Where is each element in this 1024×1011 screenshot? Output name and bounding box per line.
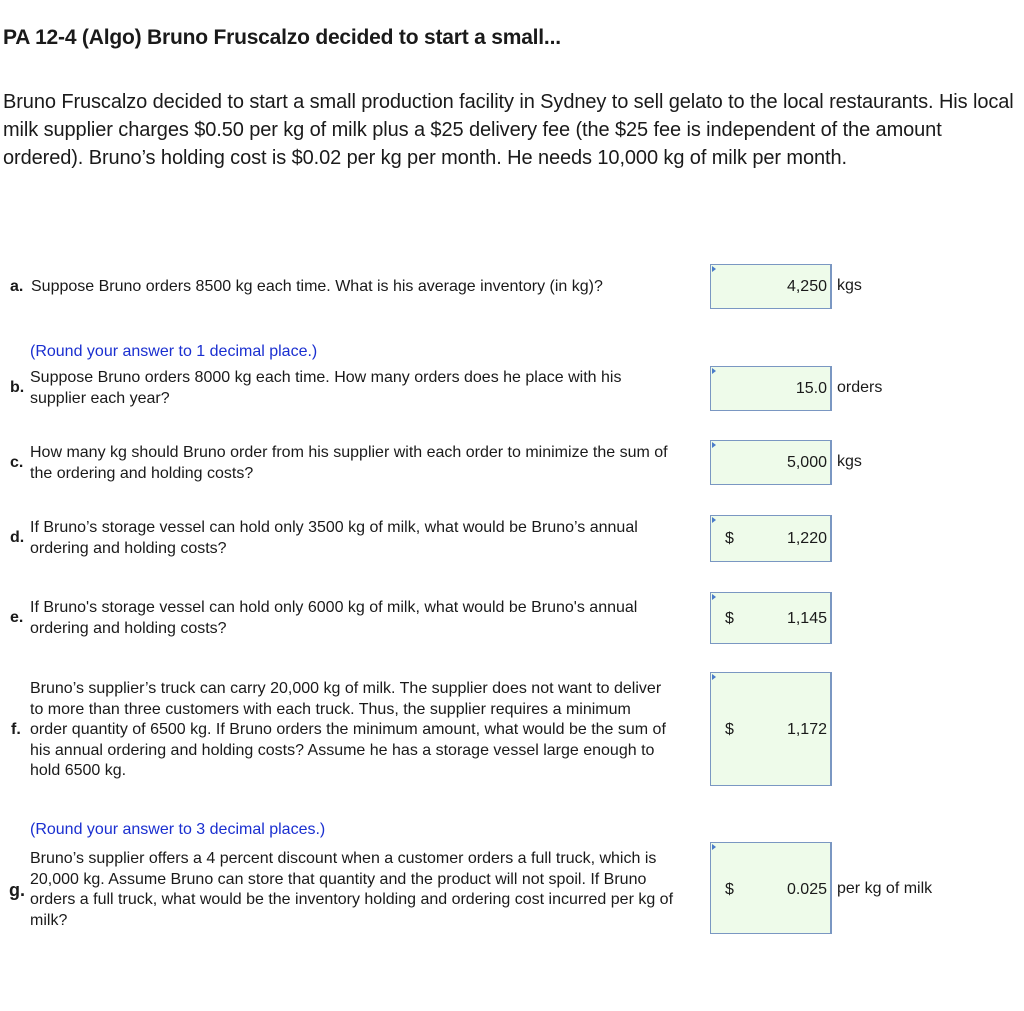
answer-field-g[interactable] <box>710 842 832 934</box>
answer-field-a[interactable] <box>710 264 832 309</box>
answer-value: 0.025 <box>786 881 827 898</box>
question-g <box>0 820 700 932</box>
currency-symbol: $ <box>725 530 734 547</box>
currency-symbol: $ <box>725 721 734 738</box>
question-text: If Bruno's storage vessel can hold only 6000 kg of milk, what would be Bruno's annual ordering and holding costs? <box>30 599 638 637</box>
question-text: How many kg should Bruno order from his supplier with each order to minimize the sum of the ordering and holding costs? <box>30 444 668 482</box>
answer-value: 5,000 <box>786 454 827 471</box>
answer-unit: per kg of milk <box>837 880 933 897</box>
answer-field-f[interactable] <box>710 672 832 786</box>
question-c <box>0 443 700 487</box>
flag-icon <box>712 594 716 600</box>
answer-unit: orders <box>837 379 883 396</box>
question-text: If Bruno’s storage vessel can hold only 3500 kg of milk, what would be Bruno’s annual ordering and holding costs? <box>30 519 638 557</box>
answer-field-b[interactable] <box>710 366 832 411</box>
question-letter: e. <box>10 609 24 626</box>
answer-field-d[interactable] <box>710 515 832 562</box>
question-f <box>0 679 700 783</box>
question-a <box>0 277 700 299</box>
answer-value: 1,220 <box>786 530 827 547</box>
flag-icon <box>712 368 716 374</box>
answer-unit: kgs <box>837 277 862 294</box>
answer-unit: kgs <box>837 453 862 470</box>
flag-icon <box>712 674 716 680</box>
question-e <box>0 598 700 642</box>
question-letter: b. <box>10 379 25 396</box>
question-text: Bruno’s supplier’s truck can carry 20,000 kg of milk. The supplier does not want to deliver to more than three customers with each truck. Thus, the supplier requires a minimum order quantity of 6500 kg. If Bruno orders the minimum amount, what would be the sum of his annual ordering and holding costs? Assume he has a storage vessel large enough to hold 6500 kg. <box>30 680 666 779</box>
question-letter: a. <box>10 278 24 295</box>
page-title: PA 12-4 (Algo) Bruno Fruscalzo decided to start a small... <box>3 26 561 49</box>
flag-icon <box>712 266 716 272</box>
question-d <box>0 518 700 562</box>
answer-value: 1,145 <box>786 610 827 627</box>
answer-field-c[interactable] <box>710 440 832 485</box>
currency-symbol: $ <box>725 610 734 627</box>
question-letter: c. <box>10 454 24 471</box>
flag-icon <box>712 844 716 850</box>
answer-value: 1,172 <box>786 721 827 738</box>
question-letter: d. <box>10 529 25 546</box>
flag-icon <box>712 517 716 523</box>
flag-icon <box>712 442 716 448</box>
question-text: Suppose Bruno orders 8000 kg each time. How many orders does he place with his supplier each year? <box>30 369 622 407</box>
answer-field-e[interactable] <box>710 592 832 644</box>
problem-intro: Bruno Fruscalzo decided to start a small production facility in Sydney to sell gelato to the local restaurants. His local milk supplier charges $0.50 per kg of milk plus a $25 delivery fee (the $25 fee is independent of the amount ordered). Bruno’s holding cost is $0.02 per kg per month. He needs 10,000 kg of milk per month. <box>3 91 1014 169</box>
question-text: Bruno’s supplier offers a 4 percent discount when a customer orders a full truck, which is 20,000 kg. Assume Bruno can store that quantity and the product will not spoil. If Bruno orders a full truck, what would be the inventory holding and ordering cost incurred per kg of milk? <box>30 850 674 929</box>
currency-symbol: $ <box>725 881 734 898</box>
rounding-hint: (Round your answer to 3 decimal places.) <box>30 821 326 838</box>
question-text: Suppose Bruno orders 8500 kg each time. What is his average inventory (in kg)? <box>31 278 603 295</box>
answer-value: 4,250 <box>786 278 827 295</box>
question-letter: f. <box>11 721 21 738</box>
question-letter: g. <box>9 880 25 900</box>
question-b <box>0 342 700 412</box>
rounding-hint: (Round your answer to 1 decimal place.) <box>30 343 318 360</box>
answer-value: 15.0 <box>795 380 827 397</box>
